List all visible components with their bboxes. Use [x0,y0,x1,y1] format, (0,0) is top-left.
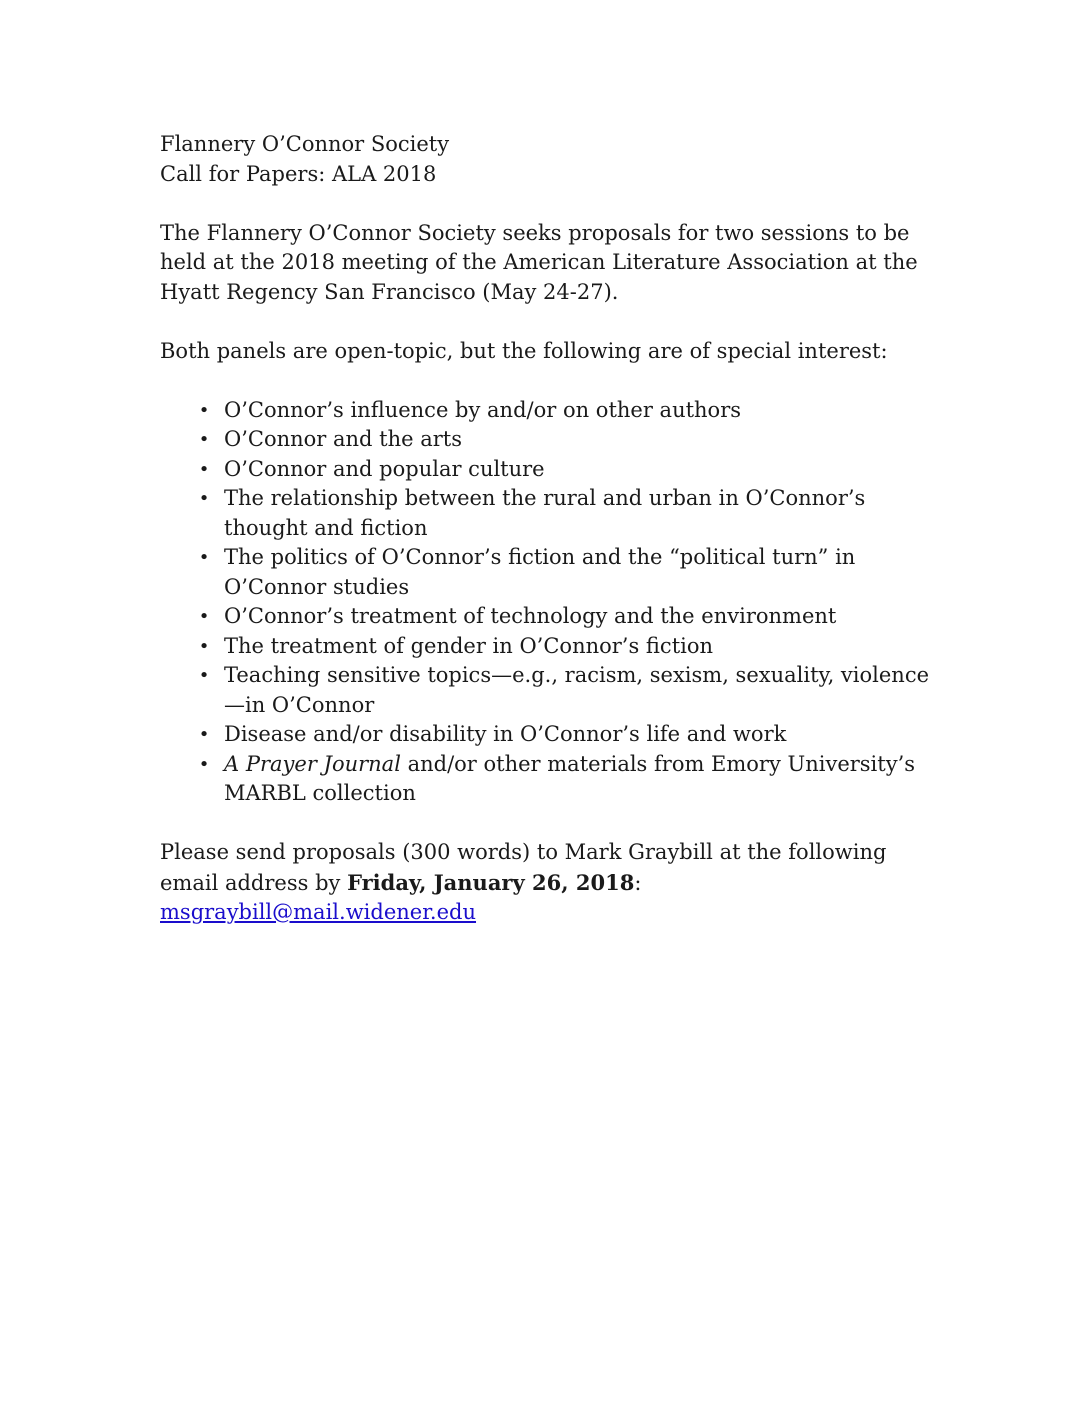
list-item [160,455,940,485]
topic-text: O’Connor’s influence by and/or on other authors [224,397,742,422]
closing-paragraph [160,838,940,928]
document-page [160,130,940,928]
bullet-icon: • [198,488,210,509]
bullet-icon: • [198,429,210,450]
topic-text: O’Connor’s treatment of technology and the environment [224,604,837,628]
topic-text: Teaching sensitive topics—e.g., racism, sexism, sexuality, violence—in O’Connor [224,663,930,717]
bullet-icon: • [198,399,210,421]
topic-text: O’Connor and the arts [224,427,463,451]
closing-text: Please send proposals (300 words) to Mark Graybill at the following email address by [160,840,887,895]
bullet-icon: • [198,724,210,745]
topic-text: The politics of O’Connor’s fiction and the “political turn” in O’Connor studies [224,545,856,599]
list-item [160,632,940,662]
topic-text: The treatment of gender in O’Connor’s fiction [224,633,714,658]
topic-text: and/or other materials from Emory University’s MARBL collection [224,751,916,805]
bullet-icon: • [198,753,210,775]
topics-lead: Both panels are open-topic, but the following are of special interest: [160,338,888,363]
email-link[interactable]: msgraybill@mail.widener.edu [160,900,477,924]
topics-list [160,396,940,809]
topic-text: The relationship between the rural and urban in O’Connor’s thought and fiction [224,486,866,540]
list-item [160,396,940,426]
list-item [160,543,940,602]
list-item [160,661,940,720]
bullet-icon: • [198,547,210,568]
intro-paragraph: The Flannery O’Connor Society seeks proposals for two sessions to be held at the 2018 meeting of the American Literature Association at the Hyatt Regency San Francisco (May 24-27). [160,220,918,304]
closing-colon: : [634,870,642,895]
bullet-icon: • [198,606,210,627]
topic-text: Disease and/or disability in O’Connor’s life and work [224,722,787,746]
prayer-journal-title: A Prayer Journal [224,751,401,776]
bullet-icon: • [198,458,210,480]
topic-text: O’Connor and popular culture [224,456,545,481]
deadline-date: Friday, January 26, 2018 [347,869,635,895]
bullet-icon: • [198,665,210,686]
list-item [160,750,940,809]
list-item [160,720,940,750]
bullet-icon: • [198,635,210,657]
cfp-title: Call for Papers: ALA 2018 [160,161,437,186]
list-item [160,602,940,632]
society-name: Flannery O’Connor Society [160,132,450,156]
list-item [160,425,940,455]
list-item [160,484,940,543]
